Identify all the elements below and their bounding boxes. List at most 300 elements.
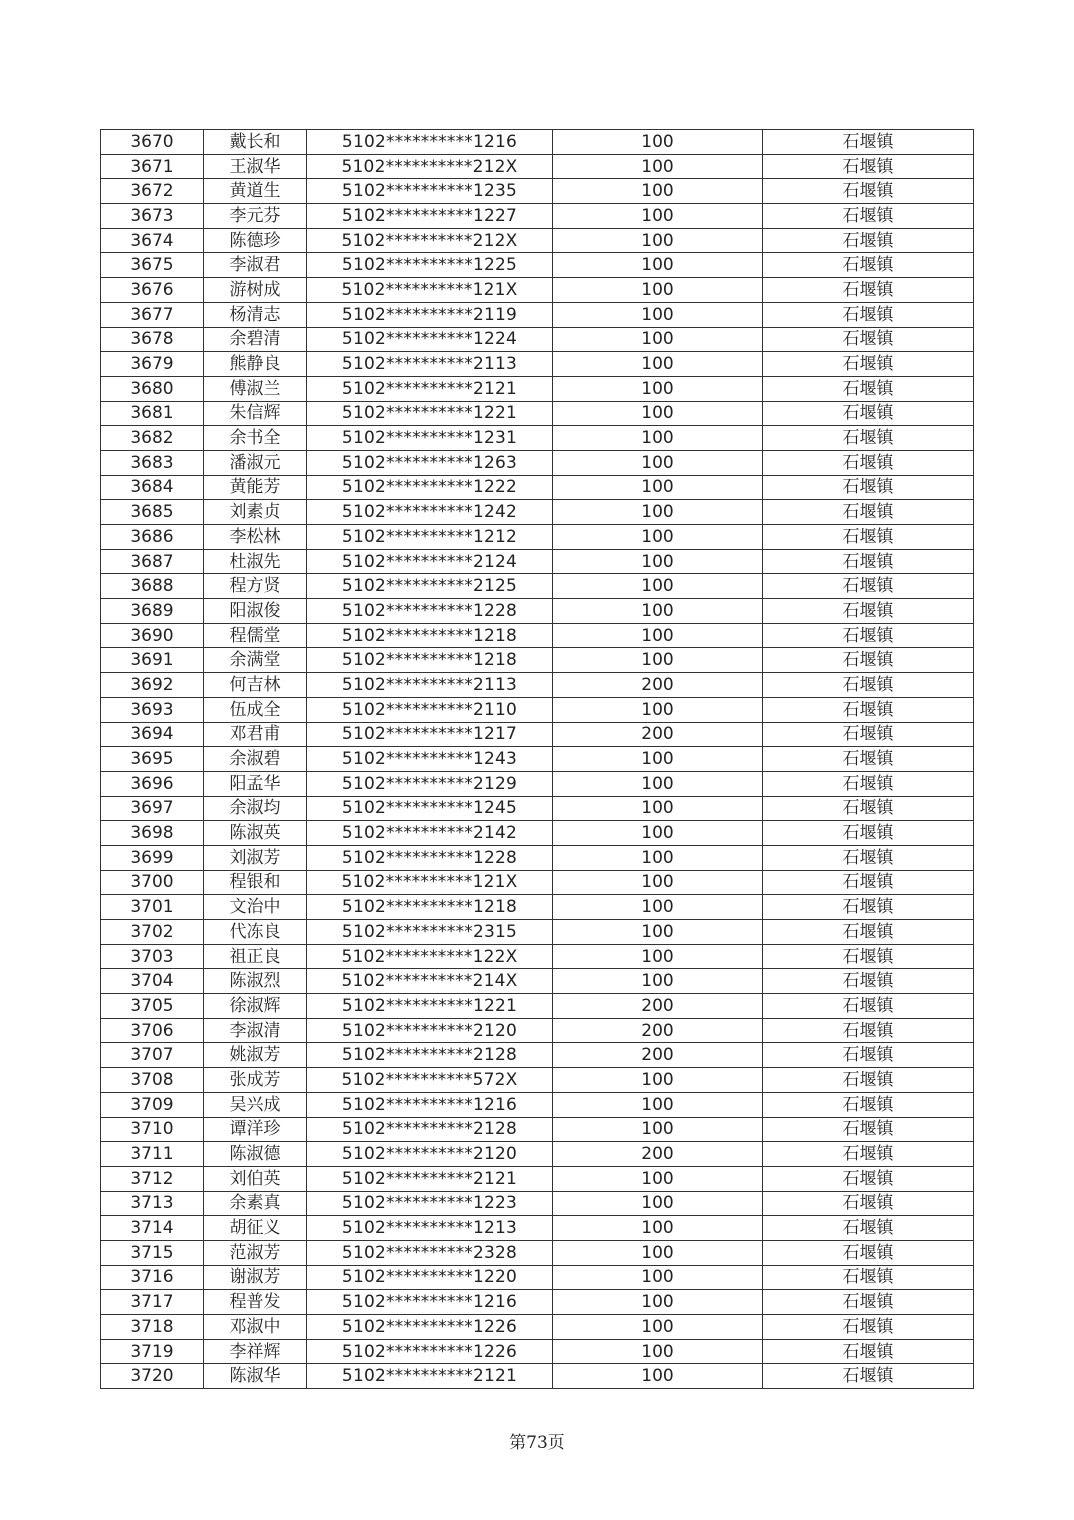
table-row — [101, 426, 974, 451]
amount-cell: 100 — [553, 500, 763, 525]
table-row — [101, 253, 974, 278]
town-cell: 石堰镇 — [763, 1364, 974, 1389]
serial-number-cell: 3694 — [101, 722, 204, 747]
amount-cell: 100 — [553, 352, 763, 377]
table-row — [101, 623, 974, 648]
name-cell: 王淑华 — [204, 154, 307, 179]
amount-cell: 100 — [553, 944, 763, 969]
serial-number-cell: 3715 — [101, 1240, 204, 1265]
amount-cell: 100 — [553, 228, 763, 253]
serial-number-cell: 3704 — [101, 969, 204, 994]
amount-cell: 100 — [553, 154, 763, 179]
serial-number-cell: 3673 — [101, 204, 204, 229]
id-number-cell: 5102**********1222 — [307, 475, 553, 500]
id-number-cell: 5102**********1245 — [307, 796, 553, 821]
town-cell: 石堰镇 — [763, 697, 974, 722]
id-number-cell: 5102**********2121 — [307, 1166, 553, 1191]
serial-number-cell: 3705 — [101, 994, 204, 1019]
table-row — [101, 549, 974, 574]
town-cell: 石堰镇 — [763, 450, 974, 475]
id-number-cell: 5102**********122X — [307, 944, 553, 969]
amount-cell: 100 — [553, 204, 763, 229]
name-cell: 邓淑中 — [204, 1315, 307, 1340]
amount-cell: 200 — [553, 994, 763, 1019]
town-cell: 石堰镇 — [763, 1142, 974, 1167]
table-row — [101, 500, 974, 525]
amount-cell: 100 — [553, 870, 763, 895]
amount-cell: 100 — [553, 821, 763, 846]
id-number-cell: 5102**********2129 — [307, 771, 553, 796]
name-cell: 余书全 — [204, 426, 307, 451]
serial-number-cell: 3689 — [101, 599, 204, 624]
name-cell: 徐淑辉 — [204, 994, 307, 1019]
name-cell: 吴兴成 — [204, 1092, 307, 1117]
town-cell: 石堰镇 — [763, 525, 974, 550]
amount-cell: 100 — [553, 1240, 763, 1265]
town-cell: 石堰镇 — [763, 130, 974, 155]
id-number-cell: 5102**********1242 — [307, 500, 553, 525]
name-cell: 黄道生 — [204, 179, 307, 204]
serial-number-cell: 3692 — [101, 673, 204, 698]
serial-number-cell: 3706 — [101, 1018, 204, 1043]
name-cell: 陈淑德 — [204, 1142, 307, 1167]
town-cell: 石堰镇 — [763, 1068, 974, 1093]
name-cell: 李松林 — [204, 525, 307, 550]
town-cell: 石堰镇 — [763, 1018, 974, 1043]
town-cell: 石堰镇 — [763, 1240, 974, 1265]
table-row — [101, 1117, 974, 1142]
name-cell: 程银和 — [204, 870, 307, 895]
table-row — [101, 599, 974, 624]
id-number-cell: 5102**********572X — [307, 1068, 553, 1093]
town-cell: 石堰镇 — [763, 1117, 974, 1142]
amount-cell: 100 — [553, 623, 763, 648]
name-cell: 伍成全 — [204, 697, 307, 722]
name-cell: 李淑君 — [204, 253, 307, 278]
amount-cell: 100 — [553, 1166, 763, 1191]
table-row — [101, 722, 974, 747]
town-cell: 石堰镇 — [763, 574, 974, 599]
town-cell: 石堰镇 — [763, 895, 974, 920]
table-row — [101, 1043, 974, 1068]
amount-cell: 100 — [553, 1265, 763, 1290]
town-cell: 石堰镇 — [763, 994, 974, 1019]
town-cell: 石堰镇 — [763, 426, 974, 451]
amount-cell: 100 — [553, 302, 763, 327]
id-number-cell: 5102**********2142 — [307, 821, 553, 846]
serial-number-cell: 3682 — [101, 426, 204, 451]
table-row — [101, 525, 974, 550]
table-row — [101, 1364, 974, 1389]
name-cell: 姚淑芳 — [204, 1043, 307, 1068]
roster-table-body — [101, 130, 974, 1389]
amount-cell: 100 — [553, 525, 763, 550]
serial-number-cell: 3688 — [101, 574, 204, 599]
name-cell: 刘素贞 — [204, 500, 307, 525]
id-number-cell: 5102**********2128 — [307, 1043, 553, 1068]
table-row — [101, 821, 974, 846]
amount-cell: 100 — [553, 549, 763, 574]
table-row — [101, 1142, 974, 1167]
name-cell: 余淑均 — [204, 796, 307, 821]
amount-cell: 200 — [553, 722, 763, 747]
serial-number-cell: 3708 — [101, 1068, 204, 1093]
table-row — [101, 327, 974, 352]
id-number-cell: 5102**********1220 — [307, 1265, 553, 1290]
serial-number-cell: 3685 — [101, 500, 204, 525]
table-row — [101, 1092, 974, 1117]
name-cell: 文治中 — [204, 895, 307, 920]
town-cell: 石堰镇 — [763, 327, 974, 352]
name-cell: 游树成 — [204, 278, 307, 303]
name-cell: 程儒堂 — [204, 623, 307, 648]
town-cell: 石堰镇 — [763, 401, 974, 426]
id-number-cell: 5102**********2128 — [307, 1117, 553, 1142]
table-row — [101, 845, 974, 870]
page-number: 第73页 — [509, 1433, 565, 1453]
name-cell: 程普发 — [204, 1290, 307, 1315]
town-cell: 石堰镇 — [763, 302, 974, 327]
serial-number-cell: 3684 — [101, 475, 204, 500]
amount-cell: 200 — [553, 673, 763, 698]
name-cell: 张成芳 — [204, 1068, 307, 1093]
amount-cell: 100 — [553, 845, 763, 870]
id-number-cell: 5102**********2124 — [307, 549, 553, 574]
table-row — [101, 401, 974, 426]
serial-number-cell: 3697 — [101, 796, 204, 821]
table-row — [101, 179, 974, 204]
amount-cell: 100 — [553, 401, 763, 426]
amount-cell: 200 — [553, 1142, 763, 1167]
name-cell: 胡征义 — [204, 1216, 307, 1241]
serial-number-cell: 3716 — [101, 1265, 204, 1290]
serial-number-cell: 3712 — [101, 1166, 204, 1191]
town-cell: 石堰镇 — [763, 376, 974, 401]
table-row — [101, 895, 974, 920]
name-cell: 谭洋珍 — [204, 1117, 307, 1142]
table-row — [101, 870, 974, 895]
amount-cell: 100 — [553, 179, 763, 204]
name-cell: 朱信辉 — [204, 401, 307, 426]
name-cell: 阳淑俊 — [204, 599, 307, 624]
serial-number-cell: 3676 — [101, 278, 204, 303]
id-number-cell: 5102**********2125 — [307, 574, 553, 599]
serial-number-cell: 3690 — [101, 623, 204, 648]
serial-number-cell: 3678 — [101, 327, 204, 352]
amount-cell: 100 — [553, 1092, 763, 1117]
id-number-cell: 5102**********1217 — [307, 722, 553, 747]
amount-cell: 100 — [553, 278, 763, 303]
town-cell: 石堰镇 — [763, 771, 974, 796]
serial-number-cell: 3717 — [101, 1290, 204, 1315]
name-cell: 何吉林 — [204, 673, 307, 698]
id-number-cell: 5102**********2120 — [307, 1142, 553, 1167]
id-number-cell: 5102**********1216 — [307, 1092, 553, 1117]
table-row — [101, 1240, 974, 1265]
table-row — [101, 969, 974, 994]
table-row — [101, 1191, 974, 1216]
town-cell: 石堰镇 — [763, 352, 974, 377]
serial-number-cell: 3709 — [101, 1092, 204, 1117]
town-cell: 石堰镇 — [763, 1166, 974, 1191]
serial-number-cell: 3679 — [101, 352, 204, 377]
table-row — [101, 154, 974, 179]
name-cell: 范淑芳 — [204, 1240, 307, 1265]
town-cell: 石堰镇 — [763, 870, 974, 895]
id-number-cell: 5102**********1228 — [307, 599, 553, 624]
name-cell: 谢淑芳 — [204, 1265, 307, 1290]
town-cell: 石堰镇 — [763, 278, 974, 303]
table-row — [101, 697, 974, 722]
town-cell: 石堰镇 — [763, 747, 974, 772]
amount-cell: 100 — [553, 1290, 763, 1315]
amount-cell: 100 — [553, 376, 763, 401]
serial-number-cell: 3707 — [101, 1043, 204, 1068]
id-number-cell: 5102**********1227 — [307, 204, 553, 229]
table-row — [101, 1166, 974, 1191]
serial-number-cell: 3671 — [101, 154, 204, 179]
serial-number-cell: 3683 — [101, 450, 204, 475]
town-cell: 石堰镇 — [763, 1191, 974, 1216]
id-number-cell: 5102**********1218 — [307, 648, 553, 673]
amount-cell: 100 — [553, 327, 763, 352]
serial-number-cell: 3703 — [101, 944, 204, 969]
serial-number-cell: 3686 — [101, 525, 204, 550]
table-row — [101, 994, 974, 1019]
serial-number-cell: 3711 — [101, 1142, 204, 1167]
name-cell: 杜淑先 — [204, 549, 307, 574]
id-number-cell: 5102**********1212 — [307, 525, 553, 550]
table-row — [101, 1315, 974, 1340]
id-number-cell: 5102**********1228 — [307, 845, 553, 870]
table-row — [101, 278, 974, 303]
amount-cell: 100 — [553, 1216, 763, 1241]
serial-number-cell: 3670 — [101, 130, 204, 155]
id-number-cell: 5102**********2121 — [307, 376, 553, 401]
table-row — [101, 228, 974, 253]
amount-cell: 200 — [553, 1043, 763, 1068]
serial-number-cell: 3714 — [101, 1216, 204, 1241]
amount-cell: 100 — [553, 648, 763, 673]
id-number-cell: 5102**********214X — [307, 969, 553, 994]
serial-number-cell: 3701 — [101, 895, 204, 920]
table-row — [101, 204, 974, 229]
name-cell: 余淑碧 — [204, 747, 307, 772]
serial-number-cell: 3698 — [101, 821, 204, 846]
name-cell: 李淑清 — [204, 1018, 307, 1043]
town-cell: 石堰镇 — [763, 228, 974, 253]
id-number-cell: 5102**********1223 — [307, 1191, 553, 1216]
name-cell: 余满堂 — [204, 648, 307, 673]
table-row — [101, 796, 974, 821]
serial-number-cell: 3696 — [101, 771, 204, 796]
town-cell: 石堰镇 — [763, 821, 974, 846]
amount-cell: 100 — [553, 1315, 763, 1340]
name-cell: 程方贤 — [204, 574, 307, 599]
town-cell: 石堰镇 — [763, 920, 974, 945]
roster-table — [100, 129, 974, 1389]
table-row — [101, 1068, 974, 1093]
table-row — [101, 352, 974, 377]
town-cell: 石堰镇 — [763, 1265, 974, 1290]
name-cell: 刘伯英 — [204, 1166, 307, 1191]
serial-number-cell: 3674 — [101, 228, 204, 253]
name-cell: 黄能芳 — [204, 475, 307, 500]
name-cell: 戴长和 — [204, 130, 307, 155]
id-number-cell: 5102**********121X — [307, 870, 553, 895]
name-cell: 陈德珍 — [204, 228, 307, 253]
name-cell: 李元芬 — [204, 204, 307, 229]
id-number-cell: 5102**********1221 — [307, 401, 553, 426]
name-cell: 余碧清 — [204, 327, 307, 352]
town-cell: 石堰镇 — [763, 944, 974, 969]
town-cell: 石堰镇 — [763, 1216, 974, 1241]
amount-cell: 100 — [553, 747, 763, 772]
id-number-cell: 5102**********1221 — [307, 994, 553, 1019]
town-cell: 石堰镇 — [763, 1315, 974, 1340]
serial-number-cell: 3710 — [101, 1117, 204, 1142]
town-cell: 石堰镇 — [763, 1043, 974, 1068]
town-cell: 石堰镇 — [763, 1290, 974, 1315]
serial-number-cell: 3691 — [101, 648, 204, 673]
serial-number-cell: 3713 — [101, 1191, 204, 1216]
table-row — [101, 673, 974, 698]
name-cell: 阳孟华 — [204, 771, 307, 796]
name-cell: 陈淑华 — [204, 1364, 307, 1389]
amount-cell: 100 — [553, 475, 763, 500]
table-row — [101, 771, 974, 796]
town-cell: 石堰镇 — [763, 475, 974, 500]
amount-cell: 100 — [553, 426, 763, 451]
town-cell: 石堰镇 — [763, 500, 974, 525]
id-number-cell: 5102**********1226 — [307, 1339, 553, 1364]
name-cell: 傅淑兰 — [204, 376, 307, 401]
table-row — [101, 648, 974, 673]
serial-number-cell: 3700 — [101, 870, 204, 895]
name-cell: 陈淑烈 — [204, 969, 307, 994]
id-number-cell: 5102**********1216 — [307, 130, 553, 155]
id-number-cell: 5102**********1213 — [307, 1216, 553, 1241]
town-cell: 石堰镇 — [763, 796, 974, 821]
name-cell: 代冻良 — [204, 920, 307, 945]
name-cell: 陈淑英 — [204, 821, 307, 846]
amount-cell: 200 — [553, 1018, 763, 1043]
table-row — [101, 574, 974, 599]
amount-cell: 100 — [553, 599, 763, 624]
amount-cell: 100 — [553, 969, 763, 994]
id-number-cell: 5102**********2328 — [307, 1240, 553, 1265]
table-row — [101, 130, 974, 155]
id-number-cell: 5102**********212X — [307, 228, 553, 253]
town-cell: 石堰镇 — [763, 673, 974, 698]
name-cell: 余素真 — [204, 1191, 307, 1216]
serial-number-cell: 3677 — [101, 302, 204, 327]
table-row — [101, 450, 974, 475]
serial-number-cell: 3672 — [101, 179, 204, 204]
town-cell: 石堰镇 — [763, 1339, 974, 1364]
id-number-cell: 5102**********2113 — [307, 352, 553, 377]
town-cell: 石堰镇 — [763, 1092, 974, 1117]
table-row — [101, 376, 974, 401]
id-number-cell: 5102**********2113 — [307, 673, 553, 698]
serial-number-cell: 3693 — [101, 697, 204, 722]
amount-cell: 100 — [553, 771, 763, 796]
serial-number-cell: 3720 — [101, 1364, 204, 1389]
table-row — [101, 1339, 974, 1364]
name-cell: 祖正良 — [204, 944, 307, 969]
id-number-cell: 5102**********1225 — [307, 253, 553, 278]
id-number-cell: 5102**********212X — [307, 154, 553, 179]
id-number-cell: 5102**********2121 — [307, 1364, 553, 1389]
id-number-cell: 5102**********1243 — [307, 747, 553, 772]
id-number-cell: 5102**********1218 — [307, 623, 553, 648]
id-number-cell: 5102**********1263 — [307, 450, 553, 475]
id-number-cell: 5102**********121X — [307, 278, 553, 303]
town-cell: 石堰镇 — [763, 969, 974, 994]
id-number-cell: 5102**********2110 — [307, 697, 553, 722]
amount-cell: 100 — [553, 1117, 763, 1142]
table-row — [101, 302, 974, 327]
amount-cell: 100 — [553, 1068, 763, 1093]
serial-number-cell: 3719 — [101, 1339, 204, 1364]
table-row — [101, 747, 974, 772]
serial-number-cell: 3675 — [101, 253, 204, 278]
id-number-cell: 5102**********1216 — [307, 1290, 553, 1315]
serial-number-cell: 3687 — [101, 549, 204, 574]
table-row — [101, 1265, 974, 1290]
amount-cell: 100 — [553, 1339, 763, 1364]
amount-cell: 100 — [553, 895, 763, 920]
town-cell: 石堰镇 — [763, 599, 974, 624]
town-cell: 石堰镇 — [763, 623, 974, 648]
id-number-cell: 5102**********1231 — [307, 426, 553, 451]
amount-cell: 100 — [553, 450, 763, 475]
town-cell: 石堰镇 — [763, 179, 974, 204]
serial-number-cell: 3681 — [101, 401, 204, 426]
amount-cell: 100 — [553, 697, 763, 722]
serial-number-cell: 3702 — [101, 920, 204, 945]
amount-cell: 100 — [553, 1364, 763, 1389]
id-number-cell: 5102**********2119 — [307, 302, 553, 327]
table-row — [101, 920, 974, 945]
amount-cell: 100 — [553, 253, 763, 278]
town-cell: 石堰镇 — [763, 154, 974, 179]
serial-number-cell: 3718 — [101, 1315, 204, 1340]
amount-cell: 100 — [553, 130, 763, 155]
id-number-cell: 5102**********2315 — [307, 920, 553, 945]
id-number-cell: 5102**********2120 — [307, 1018, 553, 1043]
amount-cell: 100 — [553, 574, 763, 599]
amount-cell: 100 — [553, 920, 763, 945]
serial-number-cell: 3699 — [101, 845, 204, 870]
id-number-cell: 5102**********1235 — [307, 179, 553, 204]
town-cell: 石堰镇 — [763, 204, 974, 229]
serial-number-cell: 3680 — [101, 376, 204, 401]
id-number-cell: 5102**********1226 — [307, 1315, 553, 1340]
table-row — [101, 475, 974, 500]
table-row — [101, 1018, 974, 1043]
name-cell: 熊静良 — [204, 352, 307, 377]
town-cell: 石堰镇 — [763, 648, 974, 673]
town-cell: 石堰镇 — [763, 722, 974, 747]
town-cell: 石堰镇 — [763, 845, 974, 870]
name-cell: 刘淑芳 — [204, 845, 307, 870]
town-cell: 石堰镇 — [763, 253, 974, 278]
name-cell: 杨清志 — [204, 302, 307, 327]
serial-number-cell: 3695 — [101, 747, 204, 772]
table-row — [101, 1216, 974, 1241]
name-cell: 潘淑元 — [204, 450, 307, 475]
